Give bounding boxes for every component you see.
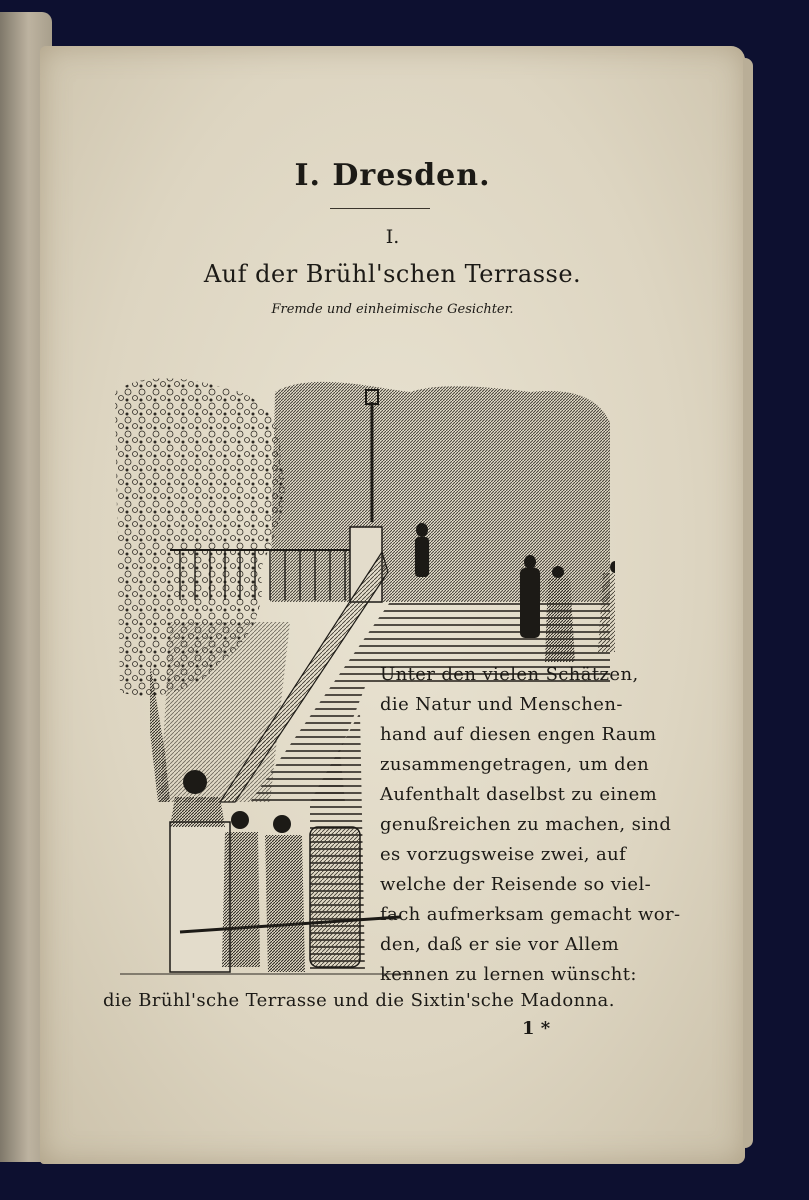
text-line: die Brühl'sche Terrasse und die Sixtin'sche Madonna. [103, 990, 615, 1011]
text-line: Unter den vielen Schätzen, [380, 664, 639, 685]
text-line: es vorzugsweise zwei, auf [380, 844, 627, 865]
title-divider [330, 208, 430, 209]
book-page [40, 46, 745, 1164]
text-line: welche der Reisende so viel- [380, 874, 652, 895]
section-subtitle: Fremde und einheimische Gesichter. [271, 302, 514, 317]
section-number: I. [385, 226, 400, 248]
text-line: die Natur und Menschen- [380, 694, 623, 715]
chapter-title: I. Dresden. [294, 158, 491, 193]
text-line: zusammengetragen, um den [380, 754, 650, 775]
text-line: fach aufmerksam gemacht wor- [380, 904, 681, 925]
text-line: genußreichen zu machen, sind [380, 814, 672, 835]
page-edge [743, 58, 753, 1148]
text-line: Aufenthalt daselbst zu einem [380, 784, 658, 805]
text-line: den, daß er sie vor Allem [380, 934, 620, 955]
page-number: 1 * [522, 1018, 551, 1039]
text-line: kennen zu lernen wünscht: [380, 964, 637, 985]
section-title: Auf der Brühl'schen Terrasse. [203, 260, 582, 288]
text-line: hand auf diesen engen Raum [380, 724, 657, 745]
